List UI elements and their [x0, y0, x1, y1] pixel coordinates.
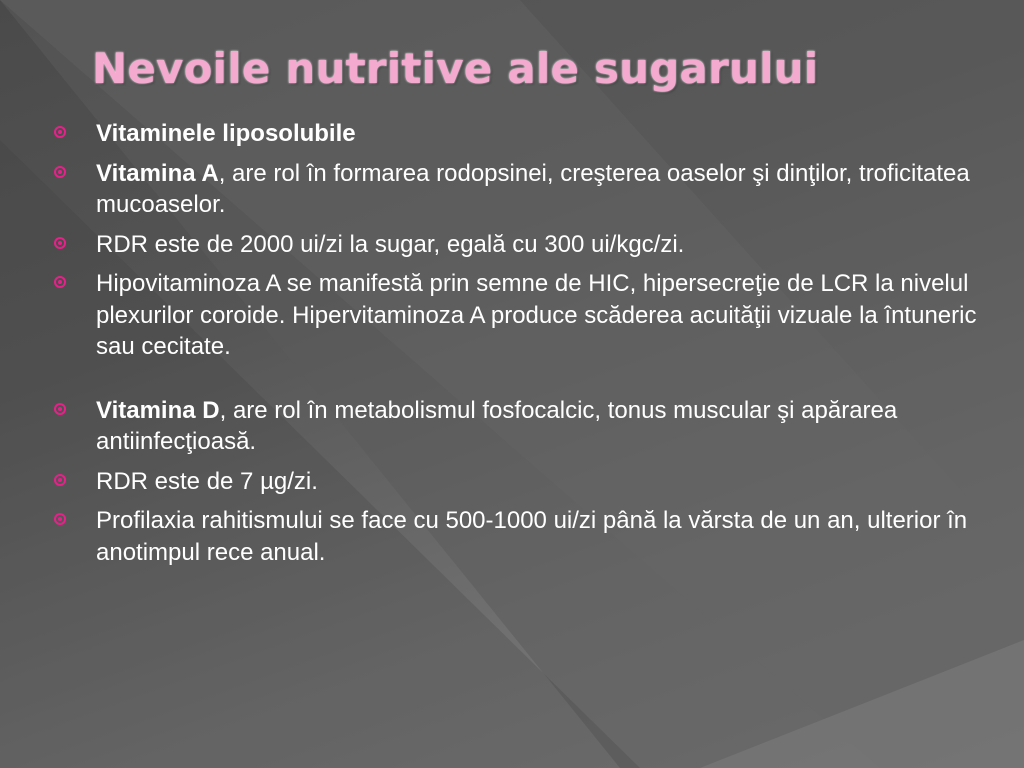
- item-bold-text: Vitamina D: [96, 396, 220, 424]
- list-item: [52, 118, 992, 150]
- item-text: , are rol în metabolismul fosfocalcic, tonus muscular şi apărarea antiinfecţioasă.: [96, 396, 898, 455]
- circle-dot-icon: [54, 474, 66, 486]
- list-item: [52, 158, 992, 221]
- circle-dot-icon: [54, 403, 66, 415]
- list-item: [52, 466, 992, 498]
- circle-dot-icon: [54, 513, 66, 525]
- item-text: , are rol în formarea rodopsinei, creşterea oaselor şi dinţilor, troficitatea mucoaselor.: [96, 159, 970, 218]
- circle-dot-icon: [54, 166, 66, 178]
- list-item: [52, 229, 992, 261]
- circle-dot-icon: [54, 276, 66, 288]
- item-text: RDR este de 7 µg/zi.: [96, 467, 318, 495]
- item-bold-text: Vitamina A: [96, 159, 219, 187]
- item-bold-text: Vitaminele liposolubile: [96, 120, 356, 147]
- circle-dot-icon: [54, 237, 66, 249]
- bullet-list: [52, 118, 992, 576]
- list-item: [52, 268, 992, 363]
- list-item: [52, 395, 992, 458]
- item-text: Profilaxia rahitismului se face cu 500-1000 ui/zi până la vărsta de un an, ulterior în anotimpul rece anual.: [96, 507, 968, 566]
- list-item: [52, 505, 992, 568]
- slide-title: Nevoile nutritive ale sugarului: [92, 44, 819, 93]
- item-text: RDR este de 2000 ui/zi la sugar, egală cu 300 ui/kgc/zi.: [96, 230, 685, 258]
- circle-dot-icon: [54, 126, 66, 138]
- item-text: Hipovitaminoza A se manifestă prin semne de HIC, hipersecreţie de LCR la nivelul plexurilor coroide. Hipervitaminoza A produce scăderea acuităţii vizuale la întuneric sau cecitate.: [96, 270, 977, 360]
